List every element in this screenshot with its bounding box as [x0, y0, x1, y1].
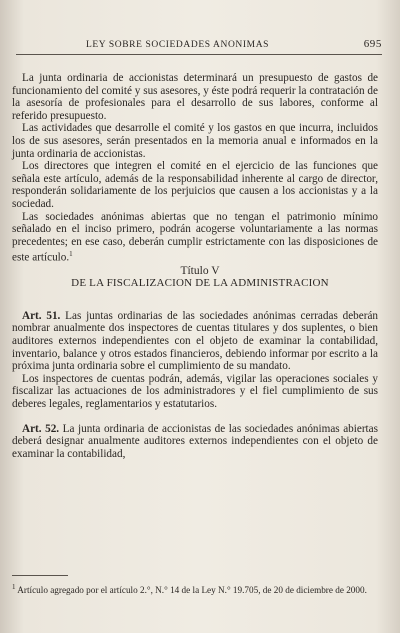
page-number: 695 — [363, 38, 382, 50]
footnote-mark: 1 — [12, 583, 16, 591]
footnote-reference: 1 — [69, 250, 73, 259]
article-51 — [12, 310, 378, 373]
paragraph-open-companies-text: Las sociedades anónimas abiertas que no tengan el patrimonio mínimo señalado en el inciso primero, podrán acogerse voluntariamente a las normas precedentes; en ese caso, deberán cumplir estrictamente con las disposiciones de este artículo. — [12, 210, 378, 265]
paragraph-budget: La junta ordinaria de accionistas determinará un presupuesto de gastos de funcionamiento del comité y sus asesores, y éste podrá requerir la contratación de la asesoría de profesionales para el desarrollo de sus labores, conforme al referido presupuesto. — [12, 72, 378, 122]
paragraph-open-companies — [12, 211, 378, 265]
article-51-label: Art. 51. — [22, 309, 61, 322]
article-51-text: Las juntas ordinarias de las sociedades anónimas cerradas deberán nombrar anualmente dos inspectores de cuentas titulares y dos suplentes, o bien auditores externos independientes con el objeto de examinar la contabilidad, inventario, balance y otros estados financieros, debiendo informar por escrito a la próxima junta ordinaria sobre el cumplimiento de su mandato. — [12, 309, 378, 373]
footnote — [12, 582, 372, 596]
article-52-text: La junta ordinaria de accionistas de las sociedades anónimas abiertas deberá designar anualmente auditores externos independientes con el objeto de examinar la contabilidad, — [12, 422, 378, 460]
article-52 — [12, 423, 378, 461]
paragraph-activities: Las actividades que desarrolle el comité y los gastos en que incurra, incluidos los de sus asesores, serán presentados en la memoria anual e informados en la junta ordinaria de accionistas. — [12, 122, 378, 160]
article-52-label: Art. 52. — [22, 422, 60, 435]
footnote-divider — [12, 575, 68, 576]
running-head-title: LEY SOBRE SOCIEDADES ANONIMAS — [86, 40, 270, 50]
paragraph-directors: Los directores que integren el comité en el ejercicio de las funciones que señala este artículo, además de la responsabilidad inherente al cargo de director, responderán solidariamente de los perjuicios que causen a los accionistas y a la sociedad. — [12, 160, 378, 210]
title-heading: Título V — [180, 264, 220, 277]
page-body — [12, 72, 378, 460]
section-heading: DE LA FISCALIZACION DE LA ADMINISTRACION — [71, 277, 329, 290]
article-51-paragraph-2: Los inspectores de cuentas podrán, además, vigilar las operaciones sociales y fiscalizar las actuaciones de los administradores y el fiel cumplimiento de sus deberes legales, reglamentarios y estatutarios. — [12, 372, 378, 410]
footnote-text: Artículo agregado por el artículo 2.°, N.° 14 de la Ley N.° 19.705, de 20 de diciembre de 2000. — [17, 585, 367, 596]
running-head — [16, 40, 382, 55]
